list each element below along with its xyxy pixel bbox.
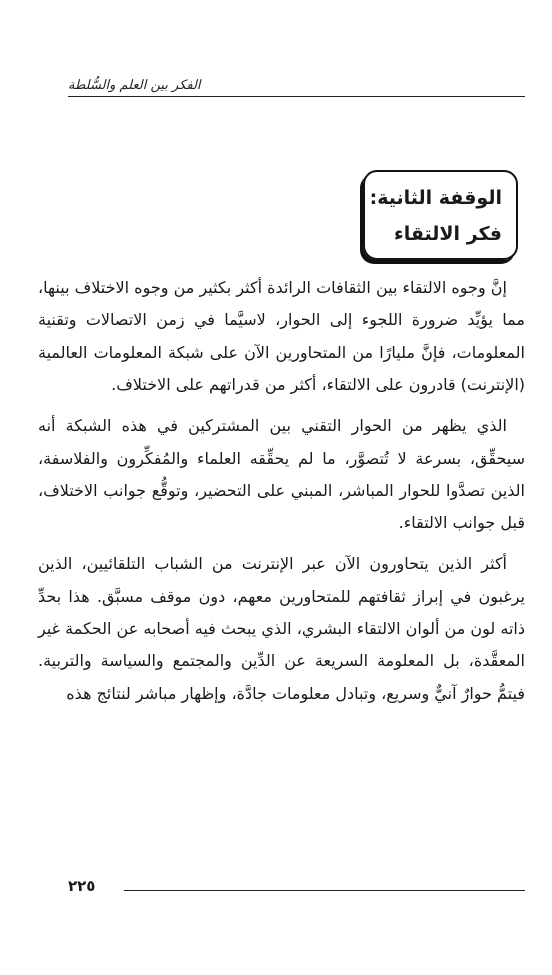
header-rule bbox=[68, 96, 525, 97]
section-heading-box bbox=[363, 170, 518, 260]
running-title: الفكر بين العلم والسُّلطة bbox=[68, 78, 201, 93]
footer-rule bbox=[124, 890, 525, 891]
paragraph-3: أكثر الذين يتحاورون الآن عبر الإنترنت من الشباب التلقائيين، الذين يرغبون في إبراز ثقافتهم للمتحاورين معهم، دون موقف مسبَّق. هذا بحدِّ ذاته لون من ألوان الالتقاء البشري، الذي يبحث فيه أصحابه عن الحكمة غير المعقَّدة، بل المعلومة السريعة عن الدِّين والمجتمع والسياسة والتربية. فيتمُّ حوارٌ آنيٌّ وسريع، وتبادل معلومات جادَّة، وإظهار مباشر لنتائج هذه bbox=[38, 554, 525, 703]
paragraph-2: الذي يظهر من الحوار التقني بين المشتركين في هذه الشبكة أنه سيحقِّق، بسرعة لا تُتصوَّر، ما لم يحقِّقه العلماء والمُفكِّرون والفلاسفة، الذين تصدَّوا للحوار المباشر، المبني على التحضير، وتوقُّع جوانب الاختلاف، قبل جوانب الالتقاء. bbox=[38, 416, 525, 533]
page-footer bbox=[68, 877, 525, 907]
section-title: الوقفة الثانية: bbox=[369, 187, 502, 209]
body-text bbox=[38, 272, 525, 719]
page-number: ٢٢٥ bbox=[68, 877, 96, 895]
paragraph-1: إنَّ وجوه الالتقاء بين الثقافات الرائدة أكثر بكثير من وجوه الاختلاف بينها، مما يؤيِّد ضرورة اللجوء إلى الحوار، لاسيَّما في زمن الاتصالات وتقنية المعلومات، فإنَّ مليارًا من المتحاورين الآن على شبكة المعلومات العالمية (الإنترنت) قادرون على الالتقاء، أكثر من قدراتهم على الاختلاف. bbox=[38, 278, 525, 395]
section-subtitle: فكر الالتقاء bbox=[394, 223, 502, 245]
